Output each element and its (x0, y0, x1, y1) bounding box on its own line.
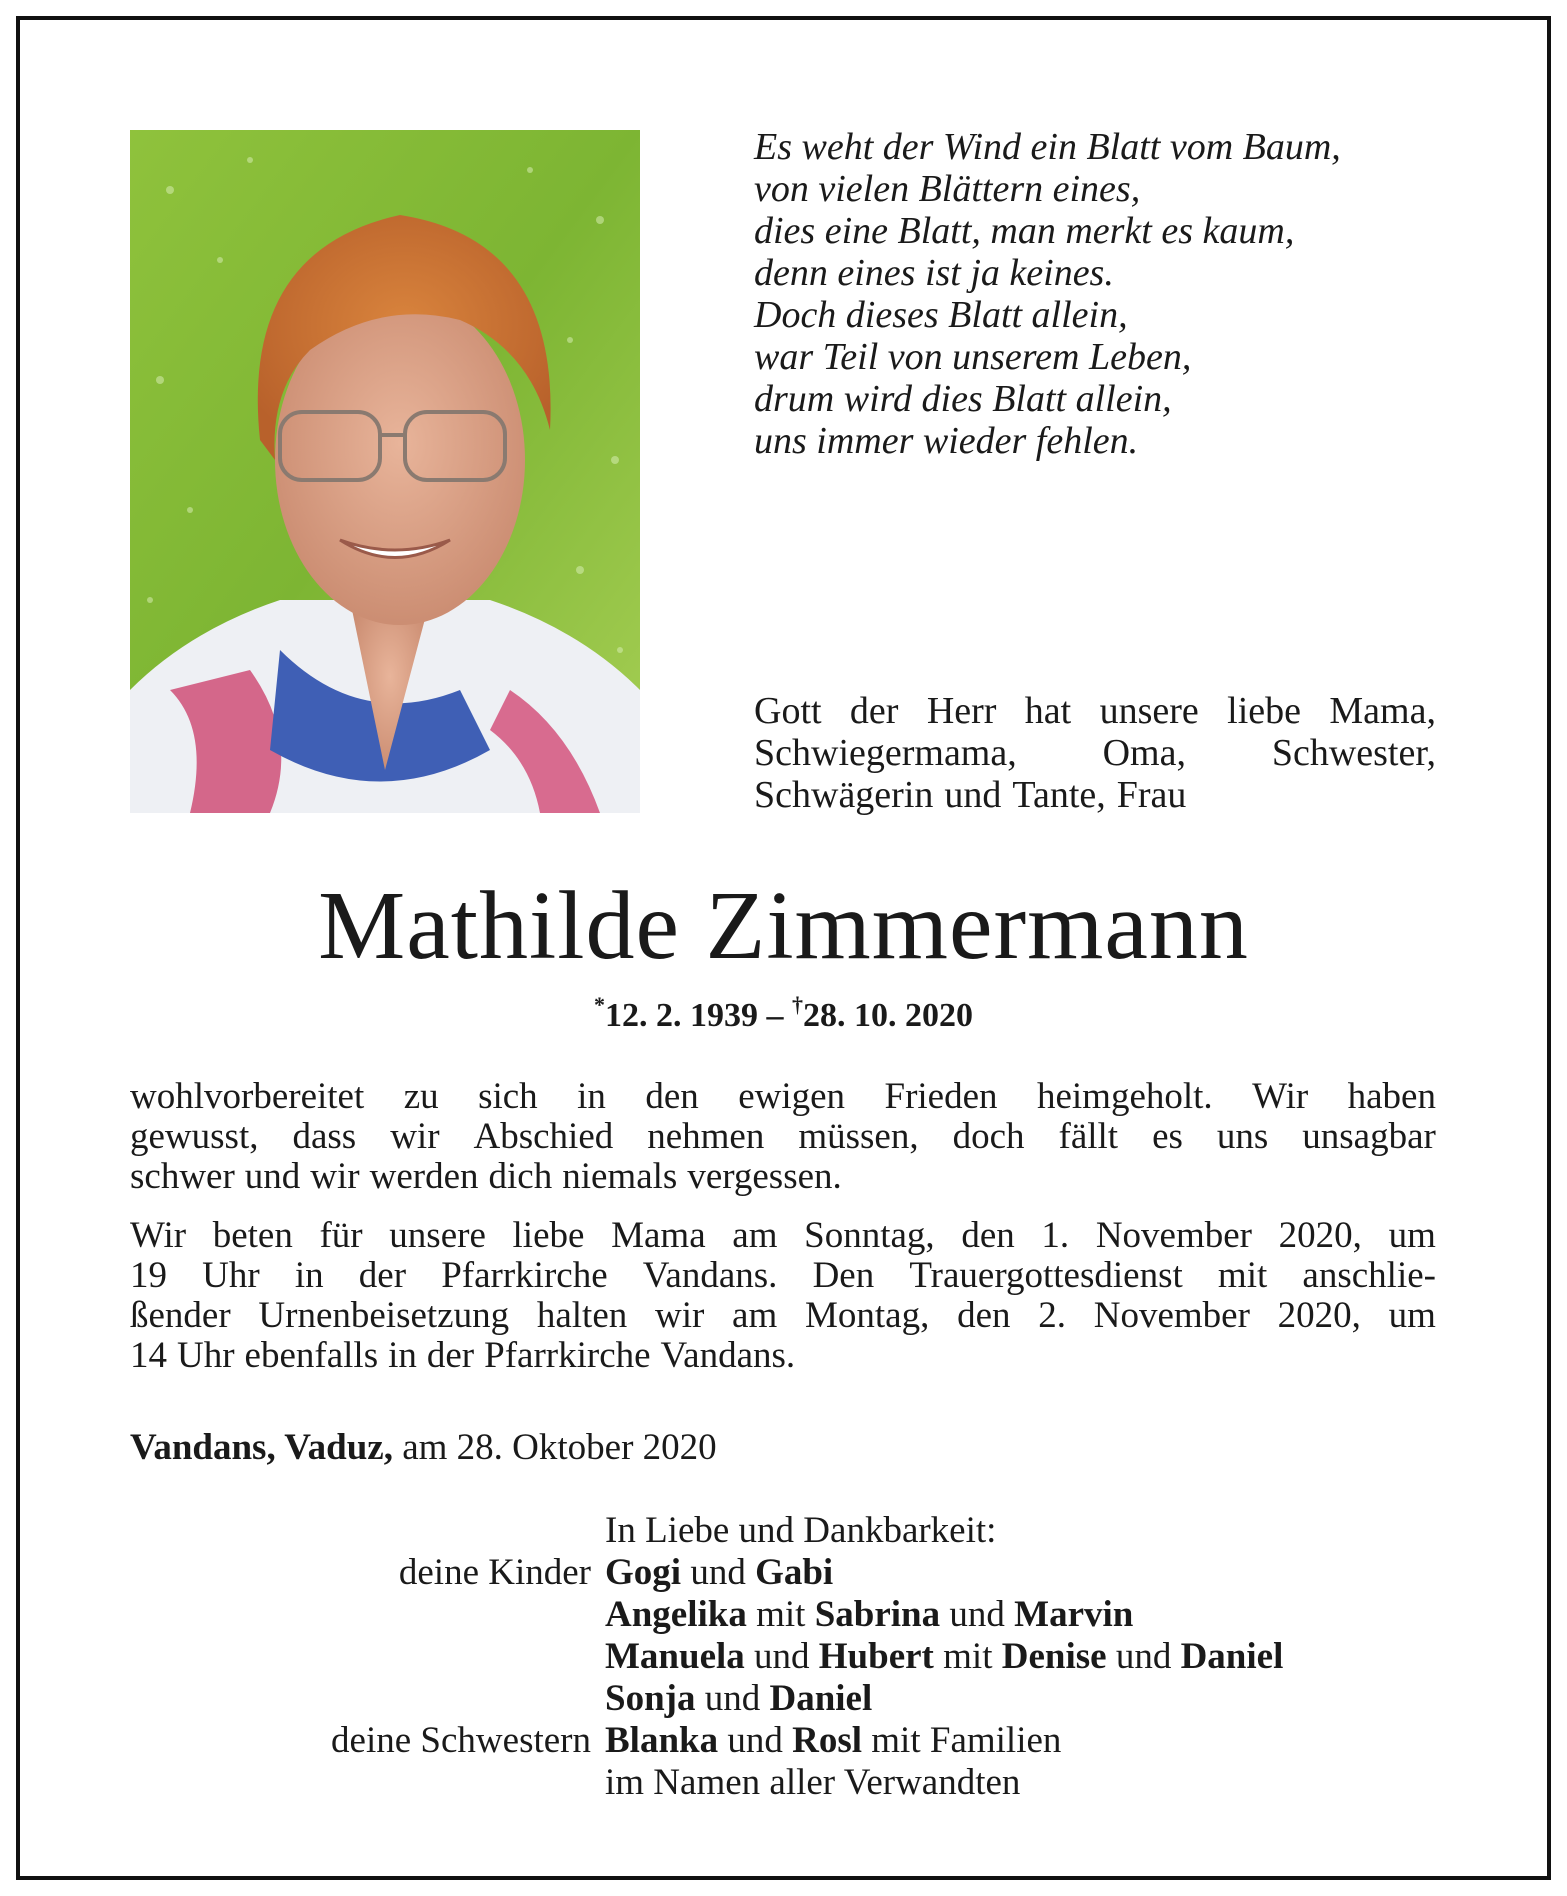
paragraph-services (130, 1216, 1436, 1376)
word: Abschied (473, 1116, 614, 1157)
connector-text: mit (746, 1594, 815, 1635)
word: und (944, 774, 1002, 816)
row-label (0, 1594, 605, 1636)
connector-text: und (940, 1594, 1015, 1635)
signature-row (0, 1720, 1567, 1762)
word: heimgeholt. (1036, 1076, 1213, 1117)
word: gewusst, (130, 1116, 259, 1157)
signature-names (605, 1552, 1567, 1594)
word: Mama (611, 1215, 706, 1256)
word: müssen, (798, 1116, 919, 1157)
word: 14 (130, 1335, 167, 1376)
signature-row (0, 1678, 1567, 1720)
signature-row (0, 1594, 1567, 1636)
word: Montag, (804, 1295, 930, 1336)
word: ewigen (738, 1076, 846, 1117)
life-dates (0, 992, 1567, 1035)
word: dich (488, 1156, 553, 1197)
birth-symbol: * (594, 992, 605, 1017)
mourner-name: Marvin (1014, 1594, 1134, 1635)
poem-line: war Teil von unserem Leben, (754, 336, 1192, 378)
word: mit (1217, 1255, 1268, 1296)
place-names: Vandans, Vaduz, (130, 1427, 393, 1468)
word: ebenfalls (244, 1335, 379, 1376)
connector-text: und (1106, 1636, 1181, 1677)
poem-line: von vielen Blättern eines, (754, 168, 1141, 210)
poem-line: uns immer wieder fehlen. (754, 420, 1139, 462)
word: für (319, 1215, 363, 1256)
paragraph-farewell (130, 1077, 1436, 1197)
text-line (130, 1077, 1436, 1117)
word: Den (812, 1255, 875, 1296)
mourner-name: Manuela (605, 1636, 745, 1677)
word: 1. (1041, 1215, 1070, 1256)
signature-closing: im Namen aller Verwandten (605, 1762, 1021, 1803)
text-line (130, 1256, 1436, 1296)
word: liebe (1227, 690, 1301, 732)
row-label (0, 1510, 605, 1552)
word: Uhr (202, 1255, 260, 1296)
signature-names (605, 1636, 1567, 1678)
word: ßender (130, 1295, 231, 1336)
signature-heading: In Liebe und Dankbarkeit: (605, 1510, 997, 1551)
mourner-name: Daniel (1180, 1636, 1284, 1677)
word: Gott (754, 690, 822, 732)
word: um (1388, 1215, 1436, 1256)
word: der (849, 690, 899, 732)
mourner-name: Daniel (769, 1678, 873, 1719)
word: dass (292, 1116, 357, 1157)
text-line (130, 1157, 1436, 1197)
word: am (732, 1295, 778, 1336)
word: Sonntag, (804, 1215, 935, 1256)
intro-line (754, 774, 1436, 816)
word: Frieden (884, 1076, 998, 1117)
connector-text: und (718, 1720, 793, 1761)
text-line (130, 1117, 1436, 1157)
row-label (0, 1678, 605, 1720)
poem-line: drum wird dies Blatt allein, (754, 378, 1172, 420)
word: 2. (1038, 1295, 1066, 1336)
mourner-name: Sonja (605, 1678, 696, 1719)
mourners-list (0, 1510, 1567, 1804)
word: 2020, (1278, 1215, 1362, 1256)
word: wir (310, 1156, 360, 1197)
signature-names (605, 1678, 1567, 1720)
word: Schwägerin (754, 774, 934, 816)
word: vergessen. (687, 1156, 842, 1197)
word: um (1388, 1295, 1436, 1336)
word: Schwester, (1271, 732, 1436, 774)
word: am (732, 1215, 778, 1256)
word: Tante, (1012, 774, 1106, 816)
word: wir (654, 1295, 705, 1336)
date-separator: – (758, 997, 792, 1034)
text-line (130, 1296, 1436, 1336)
word: November (1093, 1295, 1250, 1336)
poem-line: dies eine Blatt, man merkt es kaum, (754, 210, 1295, 252)
signature-row (0, 1762, 1567, 1804)
mourner-name: Angelika (605, 1594, 747, 1635)
word: Mama, (1329, 690, 1436, 732)
word: den (957, 1295, 1011, 1336)
word: der (358, 1255, 407, 1296)
word: Wir (1252, 1076, 1309, 1117)
row-label (0, 1762, 605, 1804)
word: niemals (562, 1156, 678, 1197)
connector-text: und (695, 1678, 770, 1719)
word: Oma, (1102, 732, 1186, 774)
signature-row (0, 1636, 1567, 1678)
word: anschlie- (1302, 1255, 1436, 1296)
word: Trauergottesdienst (909, 1255, 1183, 1296)
word: Pfarrkirche (441, 1255, 608, 1296)
word: Pfarrkirche (484, 1335, 651, 1376)
word: unsagbar (1302, 1116, 1436, 1157)
intro-line (754, 732, 1436, 774)
text-line (130, 1336, 1436, 1376)
notice-date: am 28. Oktober 2020 (392, 1427, 717, 1468)
deceased-name: Mathilde Zimmermann (318, 872, 1249, 980)
word: zu (403, 1076, 439, 1117)
word: sich (478, 1076, 538, 1117)
word: der (426, 1335, 475, 1376)
mourner-name: Denise (1001, 1636, 1107, 1677)
portrait-photo (130, 130, 640, 813)
word: haben (1347, 1076, 1436, 1117)
mourner-name: Hubert (818, 1636, 934, 1677)
connector-text: und (681, 1552, 756, 1593)
word: unsere (1099, 690, 1199, 732)
word: November (1095, 1215, 1252, 1256)
word: wir (390, 1116, 440, 1157)
birth-date: 12. 2. 1939 (605, 997, 758, 1034)
mourner-name: Rosl (792, 1720, 863, 1761)
schwestern-label: deine Schwestern (331, 1720, 591, 1761)
word: nehmen (647, 1116, 765, 1157)
intro-line (754, 690, 1436, 732)
poem-verse (754, 126, 1474, 462)
connector-text: mit (933, 1636, 1002, 1677)
word: Schwiegermama, (754, 732, 1017, 774)
word: in (577, 1076, 606, 1117)
mourner-name: Gabi (755, 1552, 834, 1593)
text-line (130, 1216, 1436, 1256)
word: beten (212, 1215, 293, 1256)
word: unsere (389, 1215, 486, 1256)
word: Vandans. (642, 1255, 778, 1296)
word: Urnenbeisetzung (258, 1295, 510, 1336)
connector-text: und (744, 1636, 819, 1677)
word: den (645, 1076, 699, 1117)
signature-names (605, 1720, 1567, 1762)
word: Vandans. (660, 1335, 796, 1376)
word: hat (1024, 690, 1072, 732)
word: Wir (130, 1215, 187, 1256)
death-symbol: † (792, 992, 803, 1017)
mourner-name: Blanka (605, 1720, 719, 1761)
word: schwer (130, 1156, 235, 1197)
word: wohlvorbereitet (130, 1076, 365, 1117)
kinder-label: deine Kinder (398, 1552, 591, 1593)
word: den (961, 1215, 1015, 1256)
word: fällt (1058, 1116, 1119, 1157)
word: es (1152, 1116, 1183, 1157)
poem-line: Doch dieses Blatt allein, (754, 294, 1128, 336)
word: doch (952, 1116, 1025, 1157)
word: Herr (926, 690, 997, 732)
mourner-name: Gogi (605, 1552, 682, 1593)
intro-text (754, 690, 1436, 816)
connector-text: mit Familien (862, 1720, 1062, 1761)
poem-line: Es weht der Wind ein Blatt vom Baum, (754, 126, 1341, 168)
word: Uhr (177, 1335, 235, 1376)
place-and-date (130, 1426, 717, 1469)
word: und (244, 1156, 301, 1197)
death-date: 28. 10. 2020 (803, 997, 973, 1034)
word: 2020, (1277, 1295, 1361, 1336)
mourner-name: Sabrina (814, 1594, 941, 1635)
row-label (0, 1636, 605, 1678)
signature-row (0, 1552, 1567, 1594)
word: in (388, 1335, 417, 1376)
portrait-image (130, 130, 640, 813)
signature-row (0, 1510, 1567, 1552)
signature-names (605, 1594, 1567, 1636)
word: liebe (512, 1215, 585, 1256)
word: in (294, 1255, 324, 1296)
word: 19 (130, 1255, 167, 1296)
word: uns (1216, 1116, 1269, 1157)
poem-line: denn eines ist ja keines. (754, 252, 1114, 294)
word: werden (369, 1156, 479, 1197)
word: Frau (1116, 774, 1187, 816)
word: halten (536, 1295, 628, 1336)
